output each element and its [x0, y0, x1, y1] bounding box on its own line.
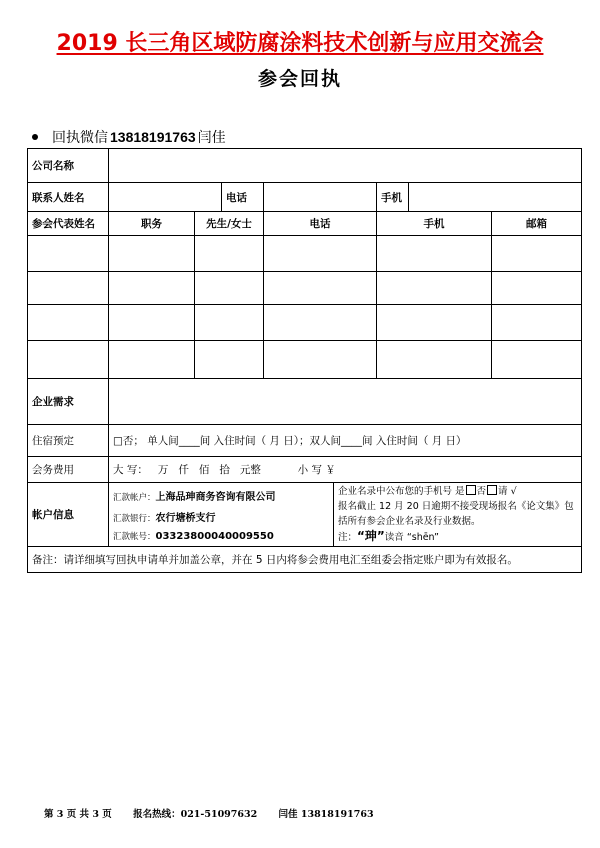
attendee-cell[interactable]	[264, 236, 377, 272]
demand-field[interactable]	[109, 379, 582, 425]
attendee-row	[28, 341, 582, 379]
attendee-cell[interactable]	[28, 341, 109, 379]
attendee-cell[interactable]	[264, 305, 377, 341]
col-phone: 电话	[264, 212, 377, 236]
attendee-cell[interactable]	[195, 272, 264, 305]
account-name-value: 上海品珅商务咨询有限公司	[155, 491, 276, 503]
company-row	[28, 149, 582, 183]
attendee-row	[28, 305, 582, 341]
account-number-label: 汇款帐号：	[113, 531, 156, 542]
accommodation-text[interactable]: □否； 单人间____间 入住时间（ 月 日）；双人间____间 入住时间（ 月 日）	[109, 425, 582, 457]
phone-field[interactable]	[264, 183, 377, 212]
fee-label: 会务费用	[28, 457, 109, 483]
col-title: 先生/女士	[195, 212, 264, 236]
contact-label: 回执微信	[52, 130, 108, 146]
attendee-cell[interactable]	[28, 236, 109, 272]
contact-name-field[interactable]	[109, 183, 222, 212]
footer-hotline: 报名热线：021-51097632	[133, 809, 258, 820]
col-attendee-name: 参会代表姓名	[28, 212, 109, 236]
attendee-row	[28, 272, 582, 305]
attendee-cell[interactable]	[28, 305, 109, 341]
registration-form	[27, 148, 582, 573]
demand-label: 企业需求	[28, 379, 109, 425]
notice-no: 否	[476, 486, 487, 497]
attendee-cell[interactable]	[377, 272, 492, 305]
contact-name: 闫佳	[197, 130, 226, 146]
notice-cell	[334, 483, 582, 547]
notice-please: 请	[498, 486, 508, 497]
account-row	[28, 483, 582, 547]
accommodation-row	[28, 425, 582, 457]
page-title: 2019 长三角区域防腐涂料技术创新与应用交流会	[56, 31, 544, 56]
attendee-cell[interactable]	[492, 272, 582, 305]
contact-row	[28, 183, 582, 212]
yes-checkbox[interactable]	[466, 485, 476, 495]
fee-text[interactable]: 大 写： 万 仟 佰 拾 元整 小 写 ￥	[109, 457, 582, 483]
account-bank-label: 汇款银行：	[113, 513, 156, 524]
notice-char: “珅”	[357, 529, 385, 543]
attendee-cell[interactable]	[195, 305, 264, 341]
account-number-value: 03323800040009550	[155, 530, 274, 542]
company-field[interactable]	[109, 149, 582, 183]
footer-page: 第 3 页 共 3 页	[44, 809, 112, 820]
notice-phone-public: 企业名录中公布您的手机号 是	[338, 486, 465, 497]
fee-row	[28, 457, 582, 483]
attendee-cell[interactable]	[377, 305, 492, 341]
col-mobile: 手机	[377, 212, 492, 236]
attendee-cell[interactable]	[28, 272, 109, 305]
remark-text: 备注：请详细填写回执申请单并加盖公章，并在 5 日内将参会费用电汇至组委会指定账户即为有效报名。	[28, 547, 582, 573]
attendee-cell[interactable]	[195, 341, 264, 379]
footer-contact: 闫佳 13818191763	[278, 809, 374, 820]
contact-phone: 13818191763	[110, 129, 196, 145]
contact-name-label: 联系人姓名	[28, 183, 109, 212]
mobile-field[interactable]	[409, 183, 582, 212]
page-footer	[44, 806, 392, 820]
attendee-cell[interactable]	[264, 272, 377, 305]
attendee-row	[28, 236, 582, 272]
form-subtitle: 参会回执	[257, 68, 342, 90]
check-icon: √	[510, 486, 517, 497]
notice-pronunciation: 读音 “shēn”	[384, 532, 439, 543]
account-name-label: 汇款帐户：	[113, 492, 156, 503]
attendee-cell[interactable]	[492, 341, 582, 379]
company-label: 公司名称	[28, 149, 109, 183]
attendee-cell[interactable]	[195, 236, 264, 272]
demand-row	[28, 379, 582, 425]
bullet-icon	[32, 134, 38, 140]
account-label: 帐户信息	[28, 483, 109, 547]
account-bank-value: 农行塘桥支行	[155, 512, 216, 524]
col-position: 职务	[109, 212, 195, 236]
mobile-label: 手机	[377, 183, 409, 212]
attendee-cell[interactable]	[109, 341, 195, 379]
attendee-cell[interactable]	[377, 341, 492, 379]
contact-line	[32, 127, 226, 147]
attendee-cell[interactable]	[109, 236, 195, 272]
notice-deadline: 报名截止 12 月 20 日逾期不接受现场报名《论文集》包括所有参会企业名录及行业数据。	[338, 501, 574, 527]
attendee-header-row	[28, 212, 582, 236]
col-email: 邮箱	[492, 212, 582, 236]
no-checkbox[interactable]	[487, 485, 497, 495]
attendee-cell[interactable]	[377, 236, 492, 272]
attendee-cell[interactable]	[492, 236, 582, 272]
attendee-cell[interactable]	[264, 341, 377, 379]
remark-row	[28, 547, 582, 573]
attendee-cell[interactable]	[492, 305, 582, 341]
attendee-cell[interactable]	[109, 272, 195, 305]
phone-label: 电话	[222, 183, 264, 212]
account-details	[109, 483, 334, 547]
accommodation-label: 住宿预定	[28, 425, 109, 457]
notice-note-label: 注：	[338, 532, 358, 543]
attendee-cell[interactable]	[109, 305, 195, 341]
